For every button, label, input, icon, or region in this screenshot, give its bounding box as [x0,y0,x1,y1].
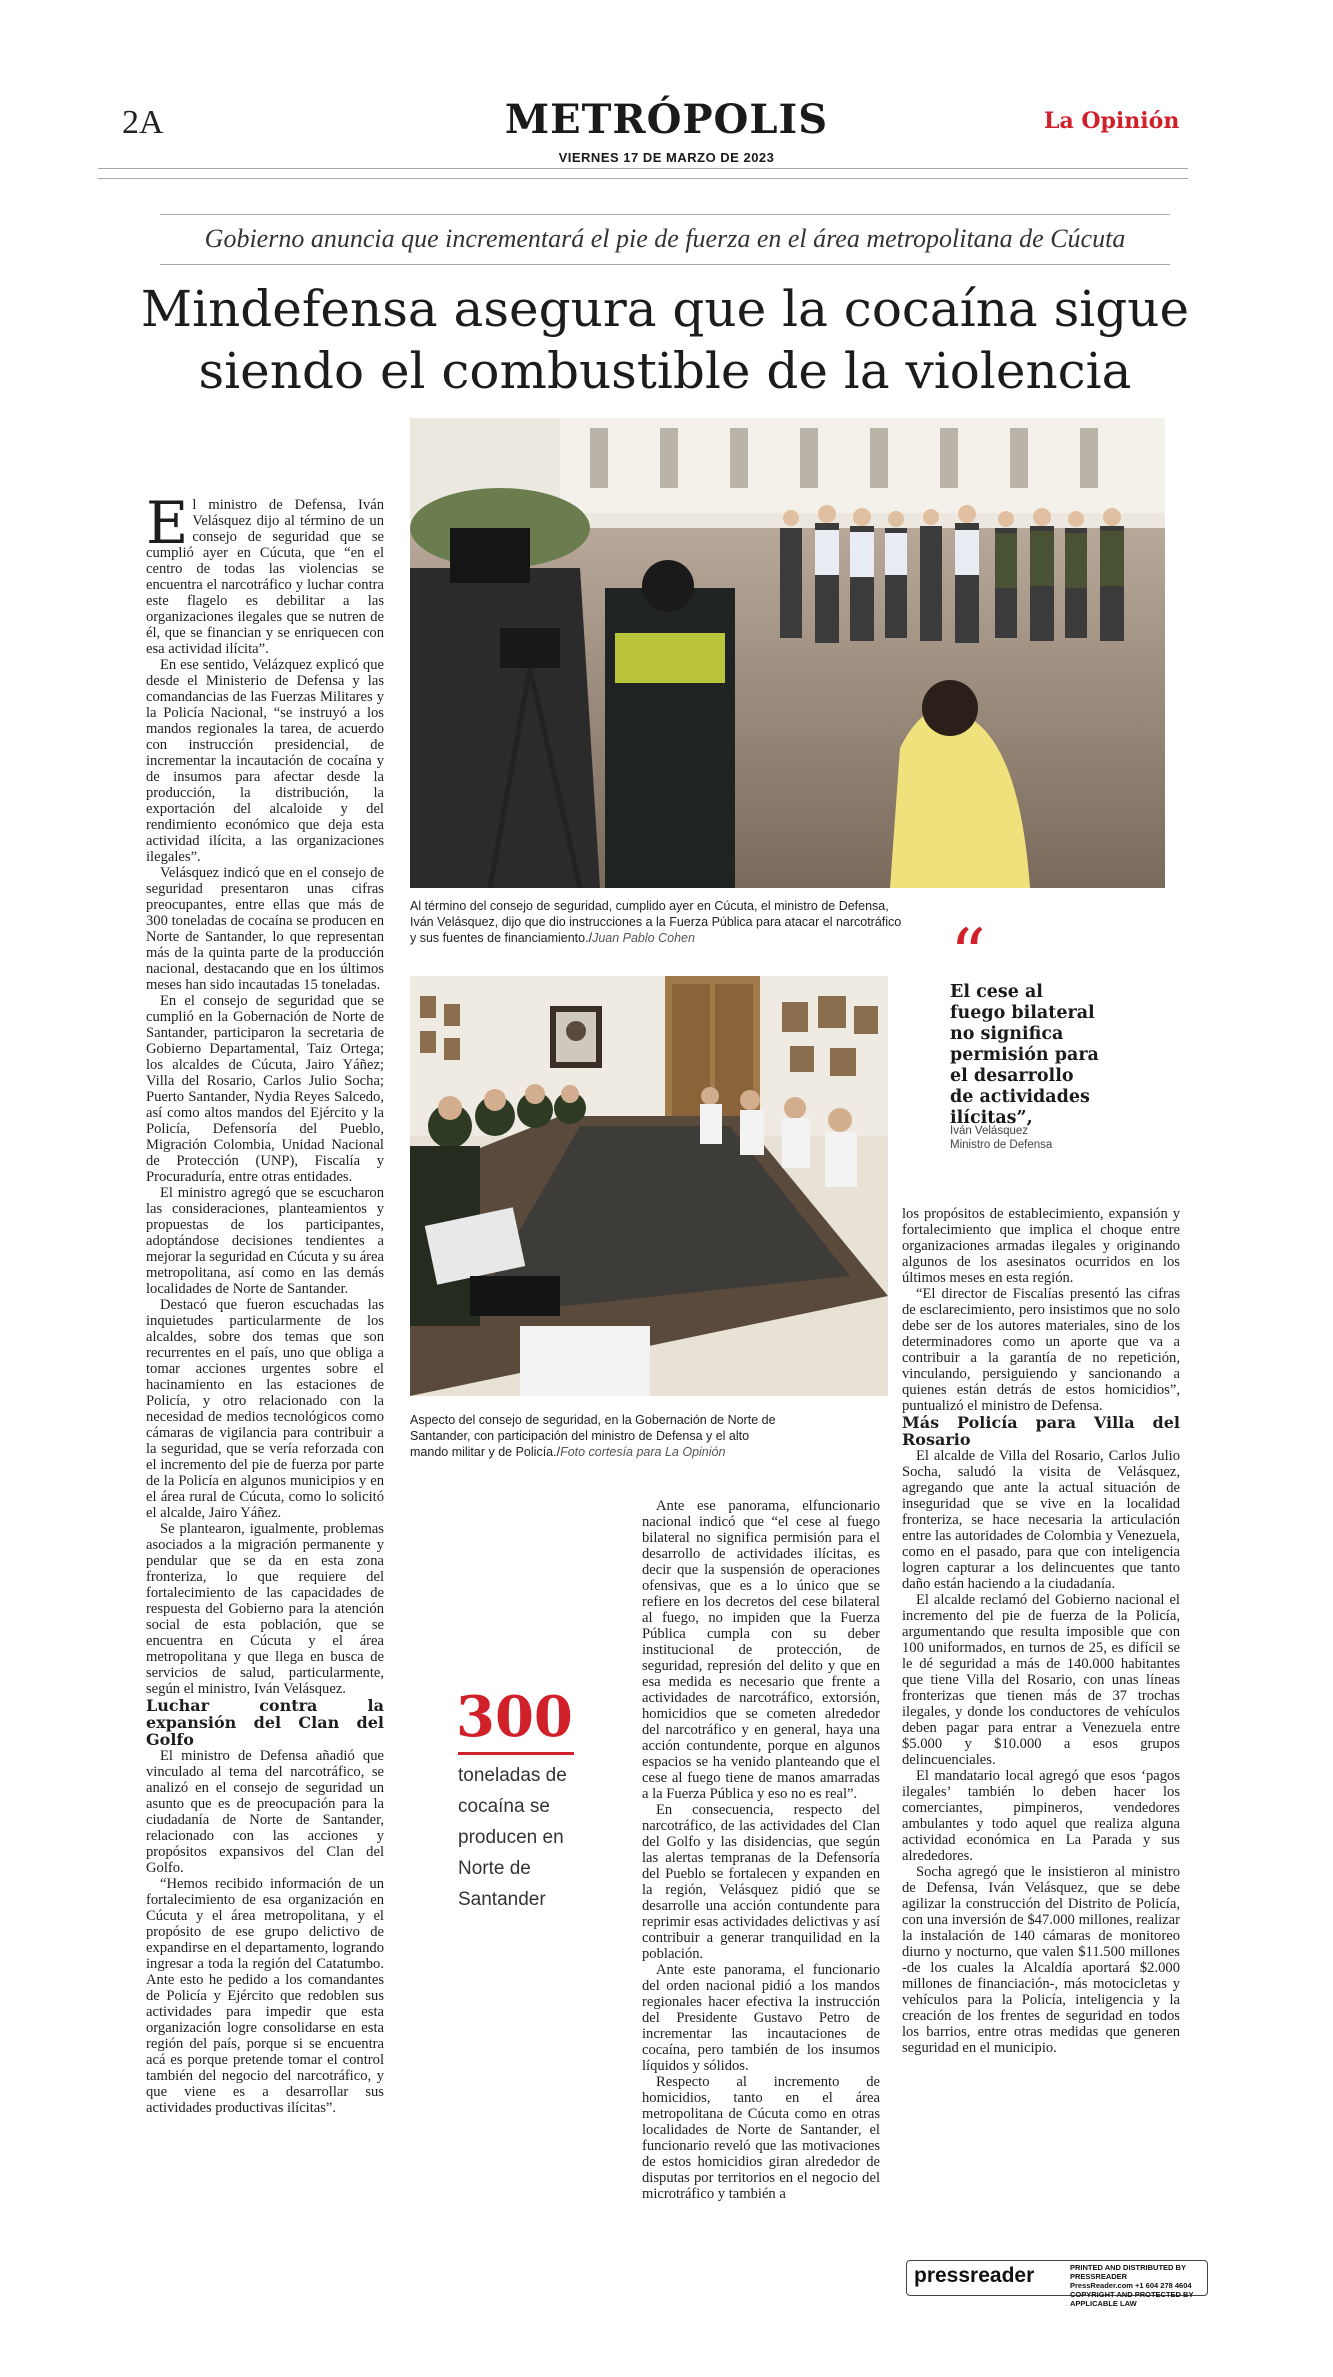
paragraph: El alcalde reclamó del Gobierno nacional el incremento del pie de fuerza de la Policía, argumentando que resulta imposible que con 100 uniformados, en turnos de 25, es difícil se le dé seguridad a más de 140.000 habitantes que tiene Villa del Rosario, con unas líneas fronterizas que tienen más de 37 trochas ilegales, y donde los conductores de vehículos deben pagar para entrar a Venezuela entre $5.000 y $10.000 a esos grupos delincuenciales. [902,1592,1180,1768]
stat-number: 300 [456,1684,573,1750]
photo2-credit: Foto cortesía para La Opinión [560,1445,726,1459]
pressreader-logo: pressreader [914,2264,1035,2287]
kicker-rule-bottom [160,264,1170,265]
pressreader-line-2: PressReader.com +1 604 278 4604 [1070,2281,1192,2290]
press-conference-photo [410,418,1165,888]
meeting-photo [410,976,888,1396]
paragraph: Ante ese panorama, elfuncionario nacional indicó que “el cese al fuego bilateral no significa permisión para el desarrollo de actividades ilícitas, es decir que la suspensión de operaciones ofensivas, que es a lo único que se refiere en los decretos del cese bilateral al fuego, no impiden que la Fuerza Pública cumpla con su deber institucional de protección, de seguridad, represión del delito y que en esa medida es necesario que frente a actividades de narcotráfico, extorsión, homicidios que se cometen alrededor del narcotráfico y en general, haya una acción contundente, porque en algunos espacios se ha venido planteando que el cese al fuego tiene de manos amarradas a la Fuerza Pública y eso no es real”. [642,1498,880,1802]
subheading: Luchar contra la expansión del Clan del Golfo [146,1696,384,1749]
paragraph: En el consejo de seguridad que se cumplió en la Gobernación de Norte de Santander, participaron la secretaria de Gobierno Departamental, Taiz Ortega; los alcaldes de Cúcuta, Jairo Yáñez; Villa del Rosario, Carlos Julio Socha; Puerto Santander, Nydia Reyes Salcedo, así como altos mandos del Ejército y la Policía, Defensoría del Pueblo, Migración Colombia, Unidad Nacional de Protección (UNP), Fiscalía y Procuraduría, entre otras entidades. [146,993,384,1185]
pullquote-attribution [950,1124,1052,1152]
article-kicker: Gobierno anuncia que incrementará el pie de fuerza en el área metropolitana de Cúcuta [204,224,1126,253]
photo2-caption [410,1412,790,1460]
photo2-caption-text: Aspecto del consejo de seguridad, en la Gobernación de Norte de Santander, con participación del ministro de Defensa y el alto mando militar y de Policía./ [410,1413,776,1459]
issue-date: VIERNES 17 DE MARZO DE 2023 [558,150,775,165]
paragraph: “Hemos recibido información de un fortalecimiento de esa organización en Cúcuta y el área metropolitana, y el propósito de ese grupo delictivo de expandirse en el departamento, logrando ingresar a toda la región del Catatumbo. Ante esto he pedido a los comandantes de Policía y Ejército que redoblen sus actividades para impedir que esta organización logre consolidarse en esta región del país, porque si se encuentra acá es porque pretende tomar el control también del negocio del narcotráfico, y que viene es a desarrollar sus actividades productivas ilícitas”. [146,1876,384,2116]
kicker-rule-top [160,214,1170,215]
photo1-caption [410,898,910,946]
masthead-divider-2 [98,178,1188,179]
pressreader-line-3: COPYRIGHT AND PROTECTED BY APPLICABLE LAW [1070,2290,1194,2308]
paragraph: El mandatario local agregó que esos ‘pagos ilegales’ también lo deben hacer los comerciantes, pimpineros, vendedores ambulantes y todo aquel que realiza alguna actividad económica en La Parada y sus alrededores. [902,1768,1180,1864]
masthead-divider [98,168,1188,169]
paragraph: Destacó que fueron escuchadas las inquietudes particularmente de los alcaldes, sobre dos temas que son recurrentes en el país, uno que obliga a tomar acciones urgentes sobre el hacinamiento en las estaciones de Policía, y otro relacionado con la necesidad de medios tecnológicos como cámaras de vigilancia para contribuir a la seguridad, que se vería reforzada con el incremento del pie de fuerza por parte de la Policía en algunos municipios y en el área rural de Cúcuta, como lo solicitó el alcalde, Jairo Yáñez. [146,1297,384,1521]
photo1-caption-text: Al término del consejo de seguridad, cumplido ayer en Cúcuta, el ministro de Defensa, Iván Velásquez, dijo que dio instrucciones a la Fuerza Pública para atacar el narcotráfico y sus fuentes de financiamiento./ [410,899,902,945]
article-column-4 [902,1206,1180,2056]
paragraph: Socha agregó que le insistieron al ministro de Defensa, Iván Velásquez, que se debe agilizar la construcción del Distrito de Policía, con una inversión de $47.000 millones, realizar la instalación de 140 cámaras de monitoreo diurno y nocturno, que valen $11.500 millones -de los cuales la Alcaldía aportará $2.000 millones de financiación-, más motocicletas y vehículos para la Policía, inteligencia y la creación de los frentes de seguridad en todos los barrios, entre otras medidas que generen seguridad en el municipio. [902,1864,1180,2056]
dropcap: E [146,489,189,557]
pressreader-notice [1070,2263,1204,2308]
article-column-3 [642,1498,880,2202]
paragraph: “El director de Fiscalías presentó las cifras de esclarecimiento, pero insistimos que no solo debe ser de los autores materiales, sino de los determinadores como un aporte que va a contribuir a la garantía de no repetición, vinculando, persiguiendo y sancionando a quienes están detrás de estos homicidios”, puntualizó el ministro de Defensa. [902,1286,1180,1414]
pullquote-author: Iván Velásquez [950,1125,1029,1137]
paragraph: El alcalde de Villa del Rosario, Carlos Julio Socha, saludó la visita de Velásquez, agregando que ante la actual situación de inseguridad que se vive en la localidad fronteriza, se hace necesaria la articulación entre las autoridades de Colombia y Venezuela, como en el pasado, para que con inteligencia logren capturar a los delincuentes que tanto daño están haciendo a la ciudadanía. [902,1448,1180,1592]
brand-logo: La Opinión [1044,108,1180,134]
paragraph: Ante este panorama, el funcionario del orden nacional pidió a los mandos regionales hacer efectiva la instrucción del Presidente Gustavo Petro de incrementar las incautaciones de cocaína, pero también de los insumos líquidos y sólidos. [642,1962,880,2074]
pullquote-text: El cese al fuego bilateral no significa permisión para el desarrollo de actividades ilícitas”, [950,982,1099,1128]
stat-description: toneladas de cocaína se producen en Norte de Santander [458,1765,567,1910]
pressreader-line-1: PRINTED AND DISTRIBUTED BY PRESSREADER [1070,2263,1186,2281]
quote-mark-icon: “ [950,914,986,996]
paragraph: Velásquez indicó que en el consejo de seguridad presentaron unas cifras preocupantes, entre ellas que más de 300 toneladas de cocaína se producen en Norte de Santander, lo que representan más de la quinta parte de la producción nacional, destacando que en los últimos meses han sido incautadas 15 toneladas. [146,865,384,993]
paragraph: los propósitos de establecimiento, expansión y fortalecimiento que implica el choque entre organizaciones armadas ilegales y originando algunos de los asesinatos ocurridos en los últimos meses en esta región. [902,1206,1180,1286]
paragraph: En ese sentido, Velázquez explicó que desde el Ministerio de Defensa y las comandancias de las Fuerzas Militares y la Policía Nacional, “se instruyó a los mandos regionales la tarea, de acuerdo con instrucción presidencial, de incrementar la incautación de cocaína y de insumos para afectar desde la producción, la distribución, la exportación del alcaloide y del rendimiento económico que deja esta actividad ilícita, a las organizaciones ilegales”. [146,657,384,865]
paragraph: El ministro agregó que se escucharon las consideraciones, planteamientos y propuestas de los participantes, adoptándose decisiones tendientes a mejorar la seguridad en Cúcuta y su área metropolitana, así como en las demás localidades de Norte de Santander. [146,1185,384,1297]
subheading: Más Policía para Villa del Rosario [902,1413,1180,1449]
paragraph [146,489,384,657]
article-headline: Mindefensa asegura que la cocaína sigue siendo el combustible de la violencia [140,280,1190,400]
page-number: 2A [122,104,164,141]
paragraph: Se plantearon, igualmente, problemas asociados a la migración permanente y pendular que se da en esta zona fronteriza, lo que requiere del fortalecimiento de las capacidades de respuesta del Gobierno para la atención social de esta población, que se encuentra en Cúcuta y el área metropolitana y que llega en busca de servicios de salud, particularmente, según el ministro, Iván Velásquez. [146,1521,384,1697]
paragraph: En consecuencia, respecto del narcotráfico, de las actividades del Clan del Golfo y las disidencias, que según las alertas tempranas de la Defensoría del Pueblo se fortalecen y expanden en la región, Velásquez pidió que se desarrolle una acción contundente para reprimir esas actividades delictivas y así contribuir a generar tranquilidad en la población. [642,1802,880,1962]
stat-underline [458,1752,574,1755]
article-column-1 [146,489,384,2116]
paragraph: Respecto al incremento de homicidios, tanto en el área metropolitana de Cúcuta como en otras localidades de Norte de Santander, el funcionario reveló que las motivaciones de estos homicidios giran alrededor de disputas por territorios en el negocio del microtráfico y también a [642,2074,880,2202]
section-title: METRÓPOLIS [504,96,829,143]
photo1-credit: Juan Pablo Cohen [592,931,695,945]
pullquote-role: Ministro de Defensa [950,1139,1053,1151]
paragraph-text: l ministro de Defensa, Iván Velásquez dijo al término de un consejo de seguridad que se cumplió ayer en Cúcuta, que “en el centro de todas las violencias se encuentra el narcotráfico y luchar contra este flagelo es debilitar a las organizaciones ilegales que se nutren de él, que se financian y se enriquecen con esa actividad ilícita”. [146,497,384,657]
paragraph: El ministro de Defensa añadió que vinculado al tema del narcotráfico, se analizó en el consejo de seguridad un asunto que es de preocupación para la ciudadanía de Norte de Santander, relacionado con las acciones y propósitos expansivos del Clan del Golfo. [146,1748,384,1876]
